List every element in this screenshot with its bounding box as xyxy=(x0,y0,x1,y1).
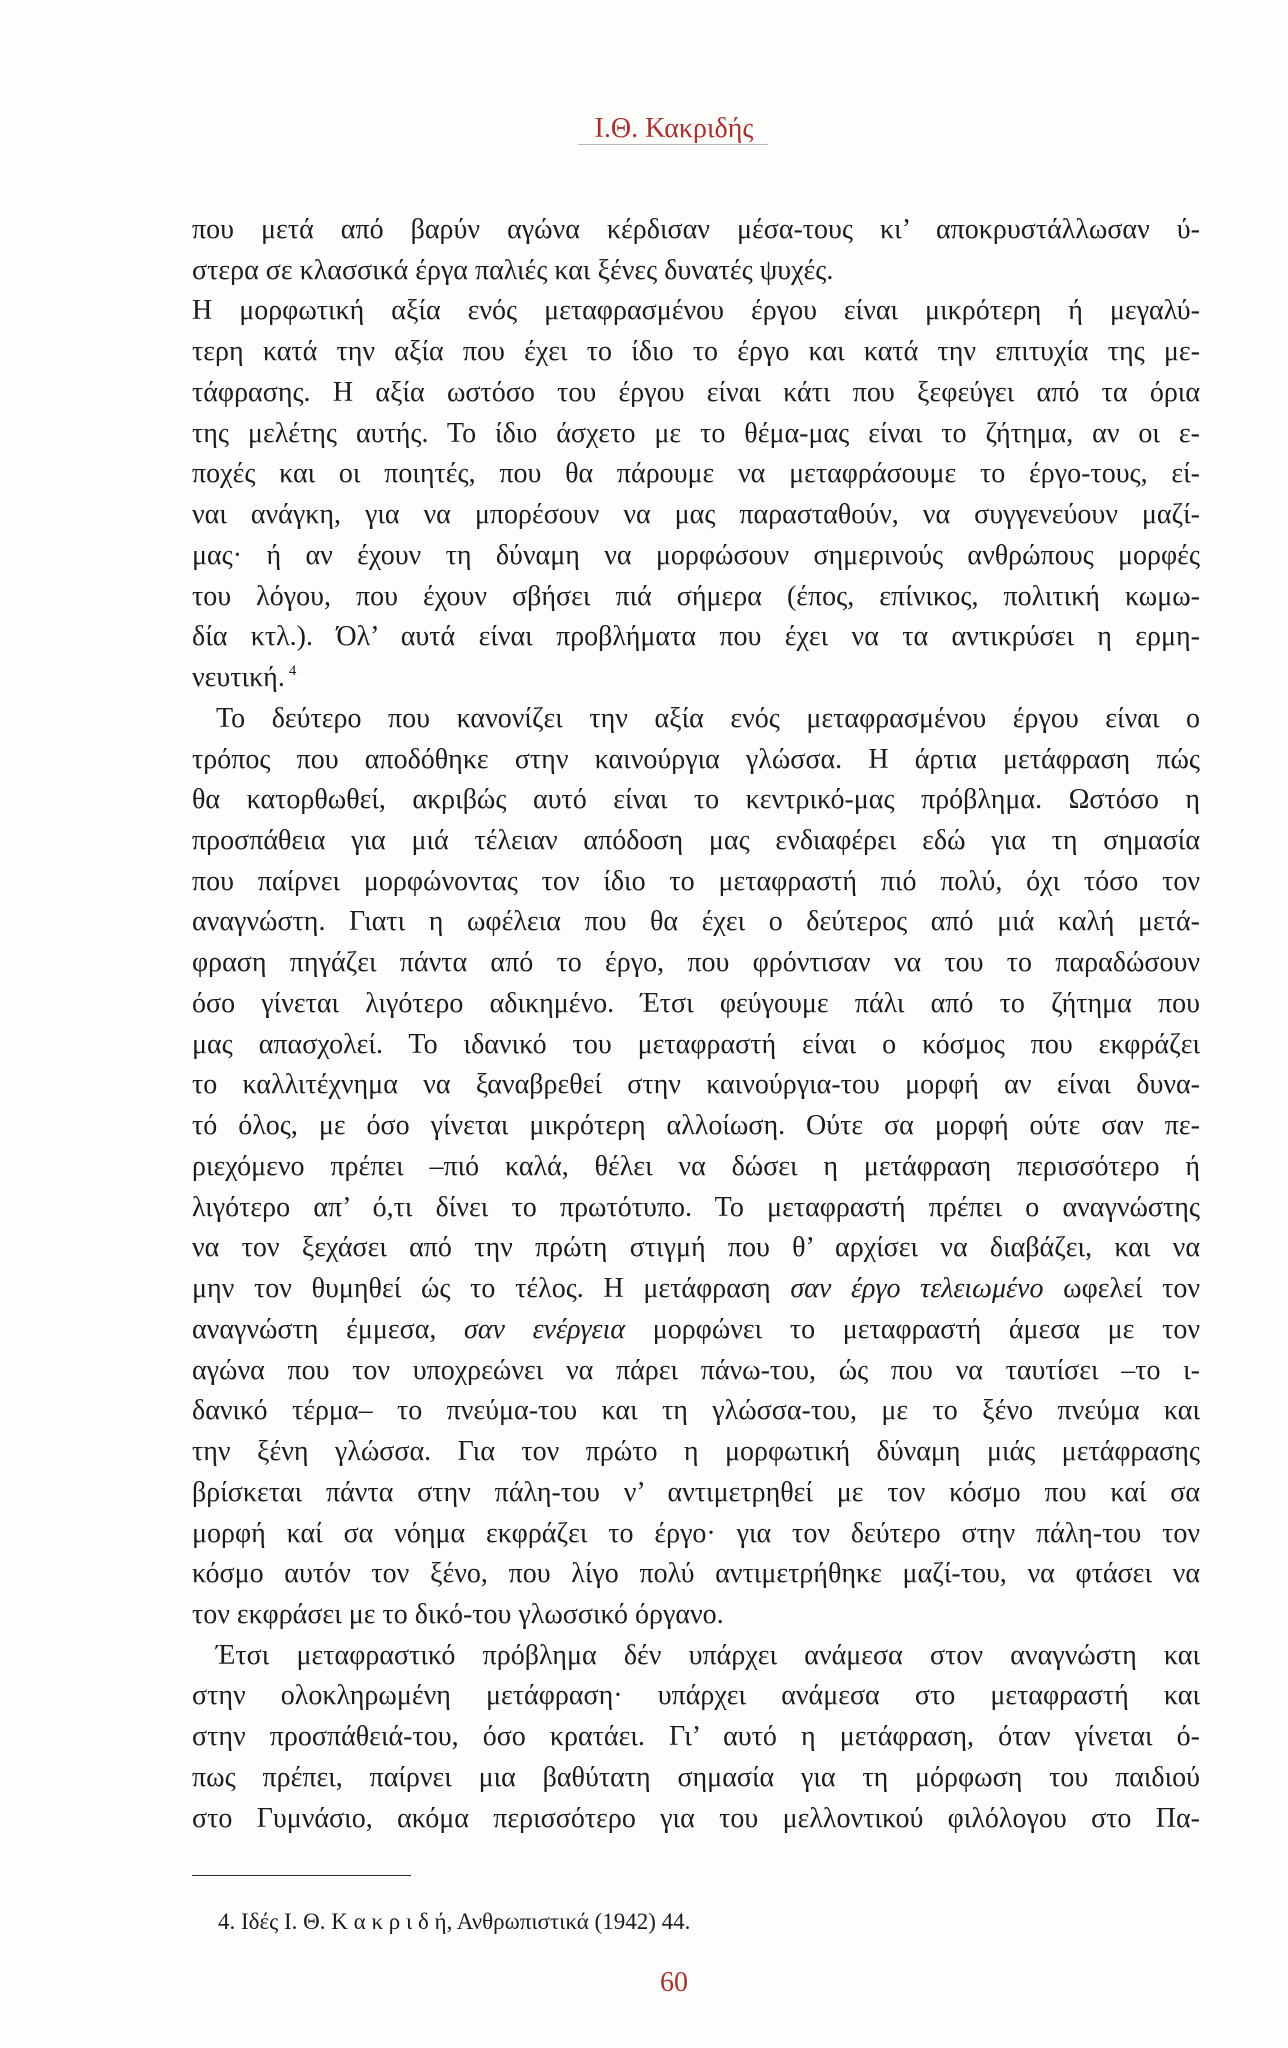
line-text: νευτική. xyxy=(192,662,285,694)
text-line: μορφή καί σα νόημα εκφράζει το έργο· για τον δεύτερο στην πάλη-του τον xyxy=(192,1517,1200,1549)
running-head: Ι.Θ. Κακριδής xyxy=(594,113,754,144)
text-line xyxy=(192,1269,1200,1310)
text-line: που παίρνει μορφώνοντας τον ίδιο το μεταφραστή πιό πολύ, όχι τόσο τον xyxy=(192,865,1200,897)
text-line: της μελέτης αυτής. Το ίδιο άσχετο με το θέμα-μας είναι το ζήτημα, αν οι ε- xyxy=(192,417,1200,449)
text-line: τρόπος που αποδόθηκε στην καινούργια γλώσσα. Η άρτια μετάφραση πώς xyxy=(192,743,1200,775)
text-line: να τον ξεχάσει από την πρώτη στιγμή που θ’ αρχίσει να διαβάζει, και να xyxy=(192,1232,1200,1264)
italic-phrase: σαν έργο τελειωμένο xyxy=(790,1273,1044,1305)
running-head-rule xyxy=(578,144,768,145)
text-line: στην προσπάθειά-του, όσο κρατάει. Γι’ αυτό η μετάφραση, όταν γίνεται ό- xyxy=(192,1721,1200,1753)
page-number: 60 xyxy=(660,1967,688,1998)
text-line: πως πρέπει, παίρνει μια βαθύτατη σημασία για τη μόρφωση του παιδιού xyxy=(192,1761,1200,1793)
text-line: τερη κατά την αξία που έχει το ίδιο το έργο και κατά την επιτυχία της με- xyxy=(192,336,1200,368)
text-line: θα κατορθωθεί, ακριβώς αυτό είναι το κεντρικό-μας πρόβλημα. Ωστόσο η xyxy=(192,784,1200,816)
text-line: αναγνώστη. Γιατι η ωφέλεια που θα έχει ο δεύτερος από μιά καλή μετά- xyxy=(192,906,1200,938)
text-line: τον εκφράσει με το δικό-του γλωσσικό όργανο. xyxy=(192,1598,724,1630)
text-line: βρίσκεται πάντα στην πάλη-του ν’ αντιμετρηθεί με τον κόσμο που καί σα xyxy=(192,1476,1200,1508)
body-text xyxy=(192,210,1200,1839)
text-line: όσο γίνεται λιγότερο αδικημένο. Έτσι φεύγουμε πάλι από το ζήτημα που xyxy=(192,987,1200,1019)
text-line: μας· ή αν έχουν τη δύναμη να μορφώσουν σημερινούς ανθρώπους μορφές xyxy=(192,539,1200,571)
line-text: ωφελεί τον xyxy=(1043,1273,1200,1305)
paragraph xyxy=(192,210,1200,291)
text-line: Έτσι μεταφραστικό πρόβλημα δέν υπάρχει ανάμεσα στον αναγνώστη και xyxy=(216,1639,1200,1671)
text-line: το καλλιτέχνημα να ξαναβρεθεί στην καινούργια-του μορφή αν είναι δυνα- xyxy=(192,1069,1200,1101)
text-line: αγώνα που τον υποχρεώνει να πάρει πάνω-του, ώς που να ταυτίσει –το ι- xyxy=(192,1354,1200,1386)
text-line: του λόγου, που έχουν σβήσει πιά σήμερα (έπος, επίνικος, πολιτική κωμω- xyxy=(192,580,1200,612)
text-line: προσπάθεια για μιά τέλειαν απόδοση μας ενδιαφέρει εδώ για τη σημασία xyxy=(192,825,1200,857)
text-line: φραση πηγάζει πάντα από το έργο, που φρόντισαν να του το παραδώσουν xyxy=(192,947,1200,979)
text-line: τάφρασης. Η αξία ωστόσο του έργου είναι κάτι που ξεφεύγει από τα όρια xyxy=(192,376,1200,408)
text-line: δία κτλ.). Όλ’ αυτά είναι προβλήματα που έχει να τα αντικρύσει η ερμη- xyxy=(192,621,1200,653)
text-line: την ξένη γλώσσα. Για τον πρώτο η μορφωτική δύναμη μιάς μετάφρασης xyxy=(192,1436,1200,1468)
paragraph xyxy=(192,291,1200,698)
text-line: στην ολοκληρωμένη μετάφραση· υπάρχει ανάμεσα στο μεταφραστή και xyxy=(192,1680,1200,1712)
footnote-rule xyxy=(192,1875,411,1876)
text-line: ναι ανάγκη, για να μπορέσουν να μας παρασταθούν, να συγγενεύουν μαζί- xyxy=(192,499,1200,531)
line-text: μορφώνει το μεταφραστή άμεσα με τον xyxy=(625,1313,1200,1345)
text-line: που μετά από βαρύν αγώνα κέρδισαν μέσα-τους κι’ αποκρυστάλλωσαν ύ- xyxy=(192,214,1200,245)
paragraph xyxy=(192,1636,1200,1840)
text-line: ριεχόμενο πρέπει –πιό καλά, θέλει να δώσει η μετάφραση περισσότερο ή xyxy=(192,1150,1200,1182)
text-line: στερα σε κλασσικά έργα παλιές και ξένες δυνατές ψυχές. xyxy=(192,254,834,286)
text-line: λιγότερο απ’ ό,τι δίνει το πρωτότυπο. Το μεταφραστή πρέπει ο αναγνώστης xyxy=(192,1191,1200,1223)
text-line: κόσμο αυτόν τον ξένο, που λίγο πολύ αντιμετρήθηκε μαζί-του, να φτάσει να xyxy=(192,1558,1200,1590)
text-line: Το δεύτερο που κανονίζει την αξία ενός μεταφρασμένου έργου είναι ο xyxy=(216,702,1200,734)
text-line: τό όλος, με όσο γίνεται μικρότερη αλλοίωση. Ούτε σα μορφή ούτε σαν πε- xyxy=(192,1110,1200,1142)
italic-phrase: σαν ενέργεια xyxy=(464,1313,626,1345)
text-line xyxy=(192,1310,1200,1351)
footnote: 4. Ιδές Ι. Θ. Κ α κ ρ ι δ ή, Ανθρωπιστικά (1942) 44. xyxy=(218,1909,691,1934)
text-line: ποχές και οι ποιητές, που θα πάρουμε να μεταφράσουμε το έργο-τους, εί- xyxy=(192,458,1200,490)
text-line: δανικό τέρμα– το πνεύμα-του και τη γλώσσα-του, με το ξένο πνεύμα και xyxy=(192,1395,1200,1427)
text-line: Η μορφωτική αξία ενός μεταφρασμένου έργου είναι μικρότερη ή μεγαλύ- xyxy=(192,295,1200,327)
text-line: μας απασχολεί. Το ιδανικό του μεταφραστή είναι ο κόσμος που εκφράζει xyxy=(192,1028,1200,1060)
line-text: αναγνώστη έμμεσα, xyxy=(192,1313,465,1345)
paragraph xyxy=(192,699,1200,1636)
line-text: μην τον θυμηθεί ώς το τέλος. Η μετάφραση xyxy=(192,1273,791,1305)
footnote-reference: 4 xyxy=(288,663,297,680)
text-line xyxy=(192,658,1200,699)
text-line: στο Γυμνάσιο, ακόμα περισσότερο για του μελλοντικού φιλόλογου στο Πα- xyxy=(192,1802,1200,1834)
